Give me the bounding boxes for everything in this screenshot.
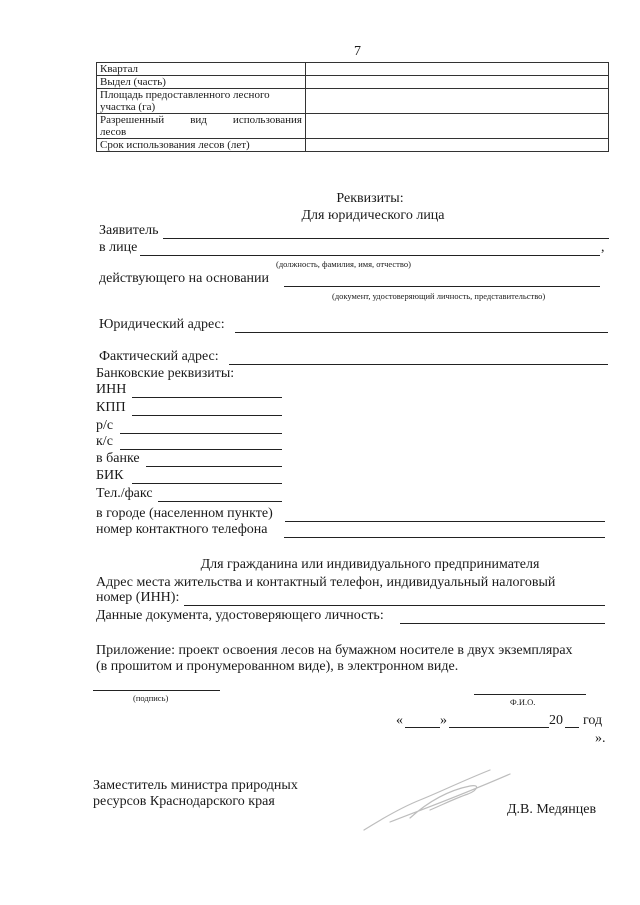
applicant-label: Заявитель bbox=[99, 223, 159, 238]
date-close-quote: » bbox=[440, 713, 447, 728]
bank-field[interactable] bbox=[146, 466, 282, 467]
table-cell-label: Срок использования лесов (лет) bbox=[97, 139, 306, 152]
table-row bbox=[97, 76, 609, 89]
table-cell-value[interactable] bbox=[306, 76, 609, 89]
phone-fax-field[interactable] bbox=[158, 501, 282, 502]
rs-field[interactable] bbox=[120, 433, 282, 434]
date-year-prefix: 20 bbox=[549, 713, 563, 728]
table-cell-label: Выдел (часть) bbox=[97, 76, 306, 89]
appendix-line-1: Приложение: проект освоения лесов на бумажном носителе в двух экземплярах bbox=[96, 643, 573, 658]
official-name: Д.В. Медянцев bbox=[507, 802, 597, 817]
official-position-line-1: Заместитель министра природных bbox=[93, 778, 298, 793]
person-hint: (должность, фамилия, имя, отчество) bbox=[276, 259, 411, 269]
kpp-field[interactable] bbox=[132, 415, 282, 416]
actual-address-field[interactable] bbox=[229, 364, 608, 365]
ks-label: к/с bbox=[96, 434, 113, 449]
acting-basis-label: действующего на основании bbox=[99, 271, 270, 286]
date-end: ». bbox=[595, 731, 606, 746]
inn-individual-label: номер (ИНН): bbox=[96, 590, 180, 605]
inn-label: ИНН bbox=[96, 382, 127, 397]
page-number: 7 bbox=[354, 44, 361, 59]
bik-field[interactable] bbox=[132, 483, 282, 484]
date-open-quote: « bbox=[396, 713, 403, 728]
kpp-label: КПП bbox=[96, 400, 126, 415]
id-document-field[interactable] bbox=[400, 623, 605, 624]
contact-phone-field[interactable] bbox=[284, 537, 605, 538]
table-cell-value[interactable] bbox=[306, 63, 609, 76]
inn-field[interactable] bbox=[132, 397, 282, 398]
comma: , bbox=[601, 240, 605, 255]
in-person-field[interactable] bbox=[140, 255, 600, 256]
date-year-field[interactable] bbox=[565, 727, 579, 728]
fio-field[interactable] bbox=[474, 694, 586, 695]
ks-field[interactable] bbox=[120, 449, 282, 450]
date-month-field[interactable] bbox=[449, 727, 549, 728]
legal-entity-heading: Для юридического лица bbox=[301, 208, 445, 223]
applicant-field[interactable] bbox=[163, 238, 609, 239]
table-cell-value[interactable] bbox=[306, 89, 609, 114]
rs-label: р/с bbox=[96, 418, 114, 433]
city-field[interactable] bbox=[285, 521, 605, 522]
table-row bbox=[97, 63, 609, 76]
actual-address-label: Фактический адрес: bbox=[99, 349, 219, 364]
plot-info-table bbox=[96, 62, 609, 152]
legal-address-label: Юридический адрес: bbox=[99, 317, 225, 332]
individual-heading: Для гражданина или индивидуального предпринимателя bbox=[200, 557, 540, 572]
handwritten-signature bbox=[360, 760, 520, 840]
table-row bbox=[97, 89, 609, 114]
city-label: в городе (населенном пункте) bbox=[96, 506, 273, 521]
bank-label: в банке bbox=[96, 451, 140, 466]
table-row bbox=[97, 114, 609, 139]
date-year-suffix: год bbox=[583, 713, 603, 728]
appendix-line-2: (в прошитом и пронумерованном виде), в электронном виде. bbox=[96, 659, 459, 674]
signature-hint: (подпись) bbox=[133, 693, 169, 703]
residence-address-field[interactable] bbox=[184, 605, 605, 606]
signature-field[interactable] bbox=[93, 690, 220, 691]
legal-address-field[interactable] bbox=[235, 332, 608, 333]
table-cell-value[interactable] bbox=[306, 114, 609, 139]
contact-phone-label: номер контактного телефона bbox=[96, 522, 268, 537]
phone-fax-label: Тел./факс bbox=[96, 486, 153, 501]
bik-label: БИК bbox=[96, 468, 124, 483]
table-cell-label: Площадь предоставленного лесного участка (га) bbox=[97, 89, 306, 114]
fio-hint: Ф.И.О. bbox=[510, 697, 536, 707]
date-day-field[interactable] bbox=[405, 727, 440, 728]
rekvizity-heading: Реквизиты: bbox=[336, 191, 404, 206]
id-document-label: Данные документа, удостоверяющего личность: bbox=[96, 608, 384, 623]
table-row bbox=[97, 139, 609, 152]
table-cell-label: Разрешенный вид использования лесов bbox=[97, 114, 306, 139]
document-hint: (документ, удостоверяющий личность, представительство) bbox=[332, 291, 546, 301]
table-cell-label: Квартал bbox=[97, 63, 306, 76]
acting-basis-field[interactable] bbox=[284, 286, 600, 287]
in-person-label: в лице bbox=[99, 240, 138, 255]
bank-details-label: Банковские реквизиты: bbox=[96, 366, 235, 381]
official-position-line-2: ресурсов Краснодарского края bbox=[93, 794, 275, 809]
table-cell-value[interactable] bbox=[306, 139, 609, 152]
residence-address-label: Адрес места жительства и контактный телефон, индивидуальный налоговый bbox=[96, 575, 556, 590]
